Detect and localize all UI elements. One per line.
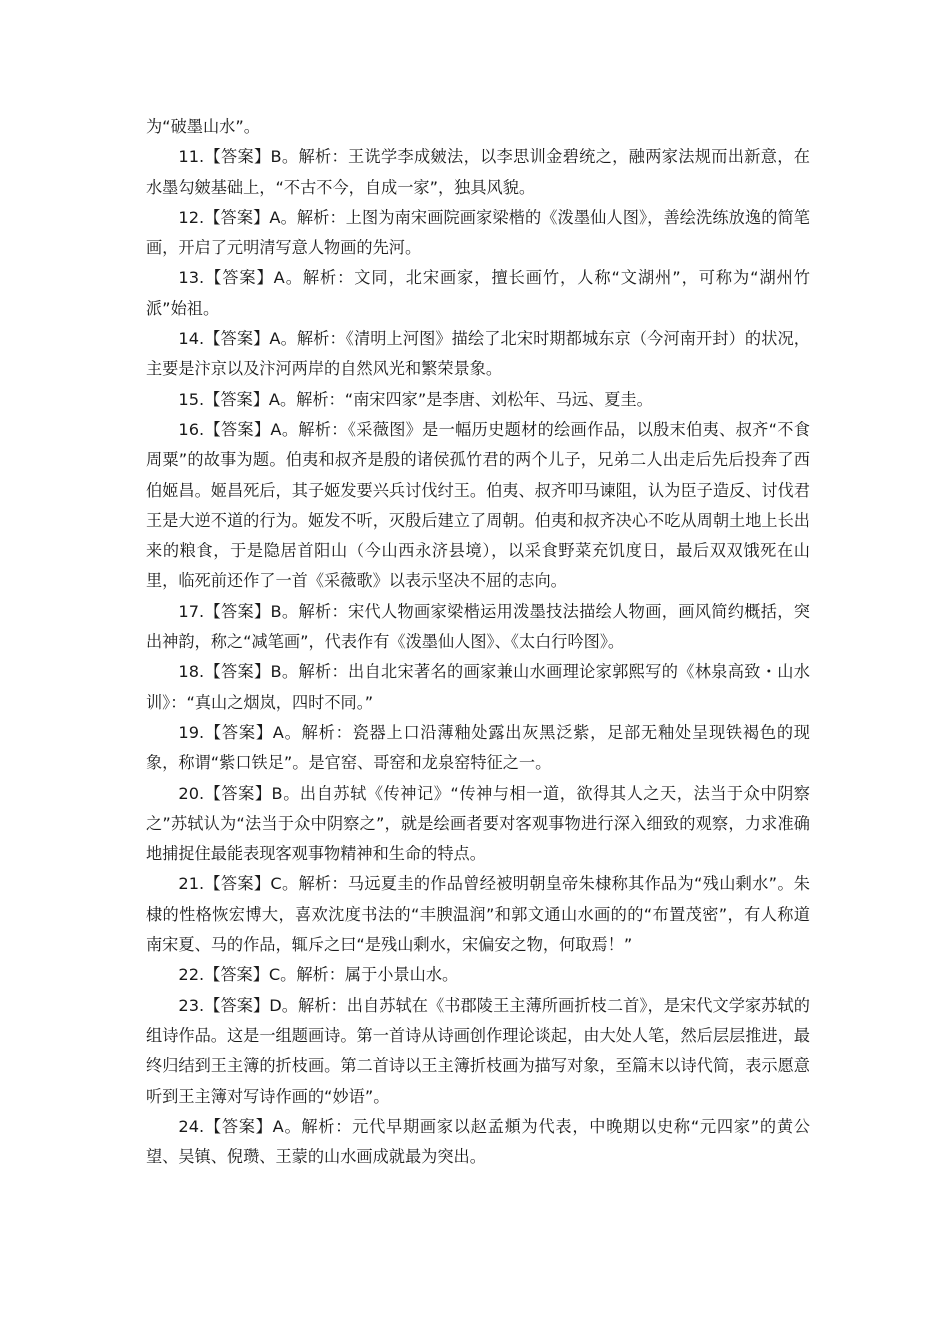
answer-item-22: 22.【答案】C。解析：属于小景山水。 xyxy=(178,965,459,985)
answer-item-20: 20.【答案】B。出自苏轼《传神记》“传神与相一道，欲得其人之天，法当于众中阴察之”苏轼认为“法当于众中阴察之”，就是绘画者要对客观事物进行深入细致的观察，力求准确地捕捉住最能表现客观事物精神和生命的特点。 xyxy=(146,783,810,864)
answer-item-12: 12.【答案】A。解析：上图为南宋画院画家梁楷的《泼墨仙人图》，善绘洗练放逸的简笔画，开启了元明清写意人物画的先河。 xyxy=(146,207,810,258)
answer-item-18: 18.【答案】B。解析：出自北宋著名的画家兼山水画理论家郭熙写的《林泉高致・山水训》：“真山之烟岚，四时不同。” xyxy=(146,662,810,712)
answer-item-17: 17.【答案】B。解析：宋代人物画家梁楷运用泼墨技法描绘人物画，画风简约概括，突出神韵，称之“减笔画”，代表作有《泼墨仙人图》、《太白行吟图》。 xyxy=(146,601,810,652)
answer-item-14: 14.【答案】A。解析：《清明上河图》描绘了北宋时期都城东京（今河南开封）的状况，主要是汴京以及汴河两岸的自然风光和繁荣景象。 xyxy=(146,329,810,379)
answer-item-21: 21.【答案】C。解析：马远夏圭的作品曾经被明朝皇帝朱棣称其作品为“残山剩水”。朱棣的性格恢宏博大，喜欢沈度书法的“丰腴温润”和郭文通山水画的的“布置茂密”，有人称道南宋夏、马的作品，辄斥之曰“是残山剩水，宋偏安之物，何取焉！” xyxy=(146,874,810,955)
answer-item-24: 24.【答案】A。解析：元代早期画家以赵孟頫为代表，中晚期以史称“元四家”的黄公望、吴镇、倪瓒、王蒙的山水画成就最为突出。 xyxy=(146,1116,810,1167)
answer-item-16: 16.【答案】A。解析：《采薇图》是一幅历史题材的绘画作品，以殷末伯夷、叔齐“不食周粟”的故事为题。伯夷和叔齐是殷的诸侯孤竹君的两个儿子，兄弟二人出走后先后投奔了西伯姬昌。姬昌死后，其子姬发要兴兵讨伐纣王。伯夷、叔齐叩马谏阻，认为臣子造反、讨伐君王是大逆不道的行为。姬发不听，灭殷后建立了周朝。伯夷和叔齐决心不吃从周朝土地上长出来的粮食，于是隐居首阳山（今山西永济县境），以采食野菜充饥度日，最后双双饿死在山里，临死前还作了一首《采薇歌》以表示坚决不屈的志向。 xyxy=(146,419,810,591)
answer-item-15: 15.【答案】A。解析：“南宋四家”是李唐、刘松年、马远、夏圭。 xyxy=(178,389,653,409)
continued-paragraph: 为“破墨山水”。 xyxy=(146,117,260,136)
answer-item-19: 19.【答案】A。解析：瓷器上口沿薄釉处露出灰黑泛紫，足部无釉处呈现铁褐色的现象，称谓“紫口铁足”。是官窑、哥窑和龙泉窑特征之一。 xyxy=(146,722,810,773)
answer-explanations xyxy=(146,112,810,1172)
answer-item-13: 13.【答案】A。解析：文同，北宋画家，擅长画竹，人称“文湖州”，可称为“湖州竹派”始祖。 xyxy=(146,268,810,318)
answer-item-23: 23.【答案】D。解析：出自苏轼在《书郡陵王主薄所画折枝二首》，是宋代文学家苏轼的组诗作品。这是一组题画诗。第一首诗从诗画创作理论谈起，由大处人笔，然后层层推进，最终归结到王主簿的折枝画。第二首诗以王主簿折枝画为描写对象，至篇末以诗代简，表示愿意听到王主簿对写诗作画的“妙语”。 xyxy=(146,995,810,1106)
answer-item-11: 11.【答案】B。解析：王诜学李成皴法，以李思训金碧统之，融两家法规而出新意，在水墨勾皴基础上，“不古不今，自成一家”，独具风貌。 xyxy=(146,147,810,197)
